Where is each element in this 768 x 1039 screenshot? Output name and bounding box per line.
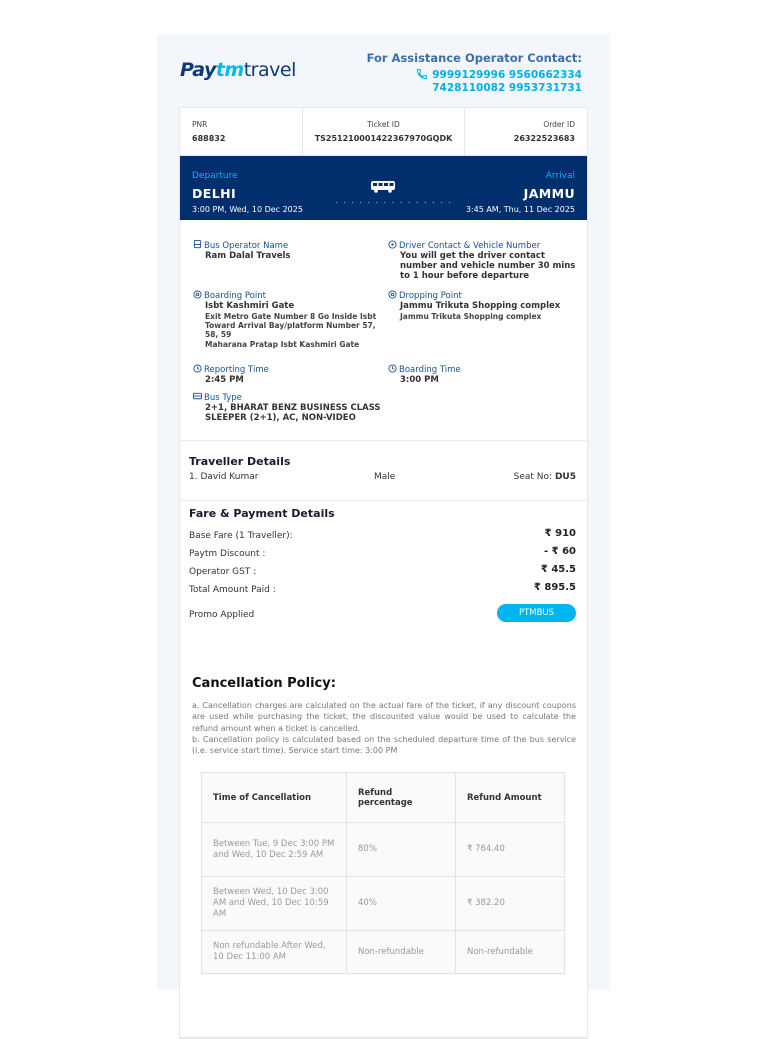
driver-contact-label: Driver Contact & Vehicle Number [399,241,541,251]
cancellation-policy-title: Cancellation Policy: [192,676,336,691]
route-dots: . . . . . . . . . . . . . . . [335,196,453,205]
fare-details [180,501,587,648]
table-header: Refund percentage [347,773,456,823]
logo-travel: travel [243,59,296,81]
departure-label: Departure [192,171,238,181]
dropping-point-block [388,290,578,321]
table-header: Time of Cancellation [202,773,347,823]
reporting-time-value: 2:45 PM [205,375,244,385]
departure-city: DELHI [192,186,236,201]
promo-label: Promo Applied [189,610,255,620]
table-cell: 80% [347,823,456,877]
logo-pay: Pay [180,59,216,81]
table-cell: Between Tue, 9 Dec 3:00 PM and Wed, 10 Dec 2:59 AM [202,823,347,877]
boarding-time-label-row [388,364,578,375]
seat-number [514,472,576,482]
policy-text-a: a. Cancellation charges are calculated on the actual fare of the ticket, if any discount coupons are used while purchasing the ticket, the discounted value would be used to calculate the refund amount when a ticket is cancelled. [192,701,576,733]
clock-icon [193,364,202,373]
assistance-block [357,51,582,95]
discount-amount: - ₹ 60 [544,546,576,557]
boarding-time-label: Boarding Time [399,365,461,375]
bus-type-value: 2+1, BHARAT BENZ BUSINESS CLASS SLEEPER (2+1), AC, NON-VIDEO [205,403,381,423]
bus-type-label: Bus Type [204,393,242,403]
policy-text-b: b. Cancellation policy is calculated based on the scheduled departure time of the bus service (i.e. service start time). Service start time: 3:00 PM [192,734,576,756]
fare-details-title: Fare & Payment Details [189,507,335,520]
table-cell: 40% [347,877,456,931]
discount-label: Paytm Discount : [189,549,266,559]
total-label: Total Amount Paid : [189,585,276,595]
table-cell: Non refundable After Wed, 10 Dec 11:00 AM [202,931,347,974]
table-header-row [202,773,565,823]
base-fare-label: Base Fare (1 Traveller): [189,531,293,541]
ticket-ids [180,108,587,156]
cancellation-table [201,772,565,974]
boarding-point-value: Isbt Kashmiri Gate [205,301,295,311]
boarding-point-address: Exit Metro Gate Number 8 Go Inside Isbt Toward Arrival Bay/platform Number 57, 58, 59 [205,312,377,339]
clock-icon [388,364,397,373]
location-icon [388,290,397,299]
boarding-point-landmark: Maharana Pratap Isbt Kashmiri Gate [205,340,360,349]
bus-icon [193,392,202,401]
ticket-id-cell [302,108,465,155]
arrival-label: Arrival [545,171,575,181]
paytm-travel-logo [180,59,296,81]
order-id-cell [464,108,587,155]
promo-code-badge: PTMBUS [497,604,576,622]
table-cell: Between Wed, 10 Dec 3:00 AM and Wed, 10 Dec 10:59 AM [202,877,347,931]
discount-row [189,546,576,559]
ticket-id-value: TS251210001422367970GQDK [314,134,453,143]
table-row [202,823,565,877]
assistance-phones[interactable]: 9999129996 9560662334 7428110082 9953731731 [432,69,582,94]
dropping-point-address: Jammu Trikuta Shopping complex [400,312,542,321]
bus-operator-label-row [193,240,383,251]
seat-number-value: DU5 [554,472,576,482]
pnr-cell [180,108,302,155]
total-row [189,582,576,595]
bus-operator-block [193,240,383,261]
traveller-details [180,441,587,501]
location-icon [193,290,202,299]
bus-operator-label: Bus Operator Name [204,241,289,251]
bus-type-block [193,392,393,423]
traveller-gender: Male [374,472,396,482]
table-row [202,931,565,974]
base-fare-row [189,528,576,541]
logo-tm: tm [215,59,244,81]
traveller-details-title: Traveller Details [189,455,291,468]
boarding-time-value: 3:00 PM [400,375,439,385]
boarding-point-label: Boarding Point [204,291,266,301]
boarding-point-block [193,290,383,349]
journey-banner [180,156,587,220]
bus-front-icon [193,240,202,249]
reporting-time-label-row [193,364,383,375]
pnr-value: 688832 [192,134,226,143]
traveller-row [189,472,576,482]
boarding-time-block [388,364,578,385]
bus-icon [370,180,397,193]
bus-operator-value: Ram Dalal Travels [205,251,291,261]
total-amount: ₹ 895.5 [533,582,576,593]
dropping-point-value: Jammu Trikuta Shopping complex [400,301,561,311]
reporting-time-label: Reporting Time [204,365,269,375]
departure-time: 3:00 PM, Wed, 10 Dec 2025 [192,205,303,214]
reporting-time-block [193,364,383,385]
trip-details [180,220,587,441]
arrival-city: JAMMU [523,186,575,201]
header [157,34,610,104]
cancellation-policy-text [192,700,576,756]
boarding-point-label-row [193,290,383,301]
dropping-point-label-row [388,290,578,301]
driver-contact-value: You will get the driver contact number and vehicle number 30 mins to 1 hour before departure [400,251,576,281]
ticket-card [179,107,588,1039]
ticket-page [157,34,610,990]
table-row [202,877,565,931]
seat-number-label: Seat No: [513,472,555,482]
pnr-label: PNR [192,120,208,129]
table-cell: Non-refundable [347,931,456,974]
assistance-phones-row [357,68,582,95]
bus-type-label-row [193,392,393,403]
order-id-value: 26322523683 [513,134,575,143]
arrival-time: 3:45 AM, Thu, 11 Dec 2025 [465,205,575,214]
driver-contact-block [388,240,578,281]
cancellation-policy [180,648,587,1038]
gst-row [189,564,576,577]
table-cell: Non-refundable [456,931,565,974]
table-header: Refund Amount [456,773,565,823]
dropping-point-label: Dropping Point [399,291,462,301]
base-fare-amount: ₹ 910 [544,528,576,539]
ticket-id-label: Ticket ID [367,120,400,129]
gst-label: Operator GST : [189,567,257,577]
assistance-title: For Assistance Operator Contact: [366,51,582,65]
phone-icon [416,68,428,80]
steering-wheel-icon [388,240,397,249]
driver-contact-label-row [388,240,578,251]
traveller-name: 1. David Kumar [189,472,259,482]
order-id-label: Order ID [543,120,575,129]
gst-amount: ₹ 45.5 [540,564,576,575]
table-cell: ₹ 382.20 [456,877,565,931]
table-cell: ₹ 764.40 [456,823,565,877]
